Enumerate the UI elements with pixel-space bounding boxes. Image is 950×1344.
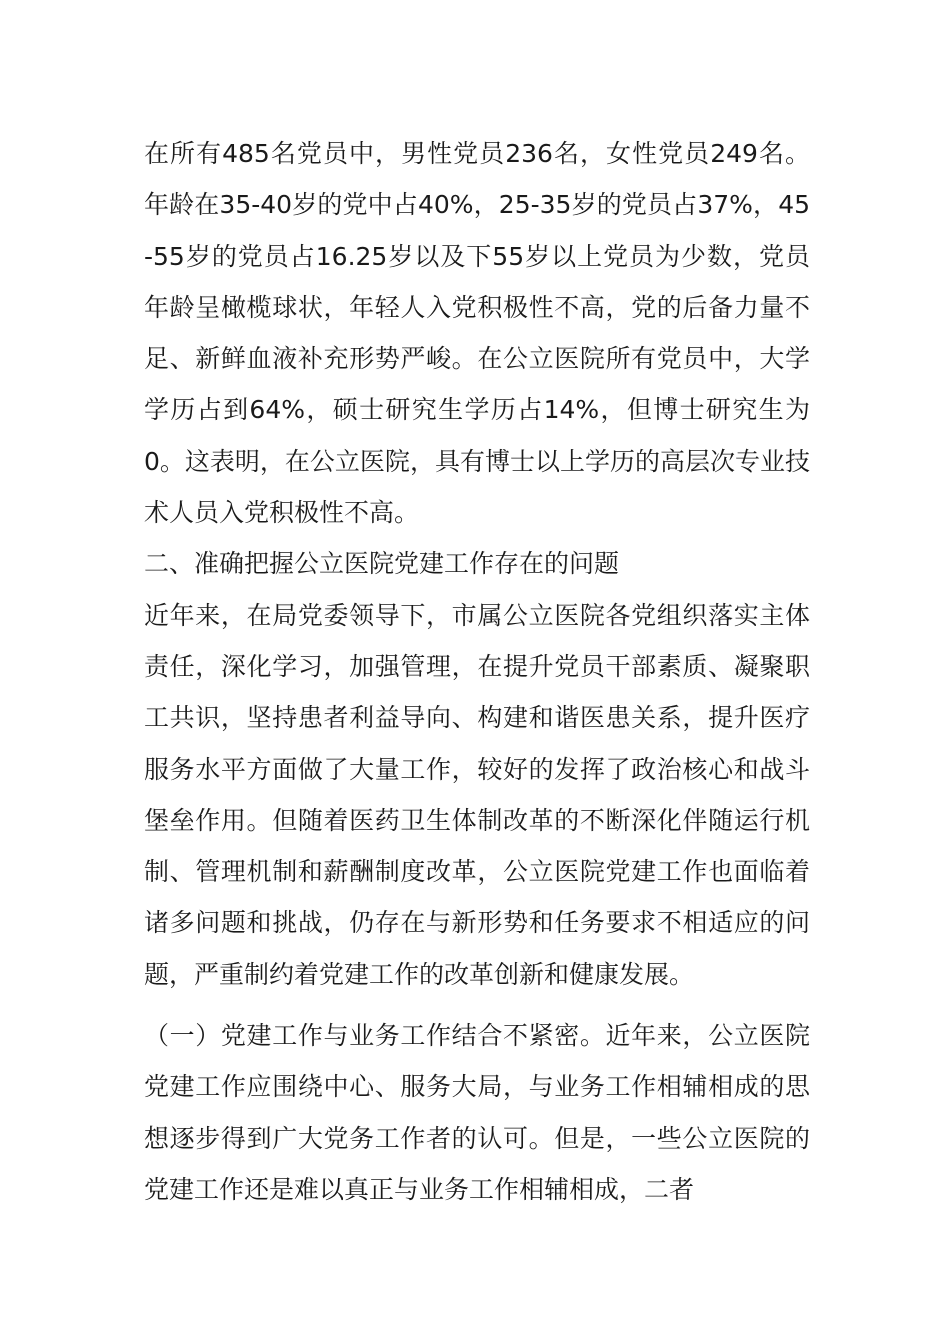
section-heading-problems: 二、准确把握公立医院党建工作存在的问题 xyxy=(144,549,620,579)
paragraph-party-member-statistics: 在所有485名党员中，男性党员236名，女性党员249名。年龄在35-40岁的党中占40%，25-35岁的党员占37%，45-55岁的党员占16.25岁以及下55岁以上党员为少数，党员年龄呈橄榄球状，年轻人入党积极性不高，党的后备力量不足、新鲜血液补充形势严峻。在公立医院所有党员中，大学学历占到64%，硕士研究生学历占14%，但博士研究生为0。这表明，在公立医院，具有博士以上学历的高层次专业技术人员入党积极性不高。 xyxy=(144,139,810,528)
document-body xyxy=(144,128,810,1215)
paragraph-recent-work: 近年来，在局党委领导下，市属公立医院各党组织落实主体责任，深化学习，加强管理，在提升党员干部素质、凝聚职工共识，坚持患者利益导向、构建和谐医患关系，提升医疗服务水平方面做了大量工作，较好的发挥了政治核心和战斗堡垒作用。但随着医药卫生体制改革的不断深化伴随运行机制、管理机制和薪酬制度改革，公立医院党建工作也面临着诸多问题和挑战，仍存在与新形势和任务要求不相适应的问题，严重制约着党建工作的改革创新和健康发展。 xyxy=(144,600,810,989)
paragraph-subsection-one: （一）党建工作与业务工作结合不紧密。近年来，公立医院党建工作应围绕中心、服务大局，与业务工作相辅相成的思想逐步得到广大党务工作者的认可。但是，一些公立医院的党建工作还是难以真正与业务工作相辅相成，二者 xyxy=(144,1021,810,1204)
